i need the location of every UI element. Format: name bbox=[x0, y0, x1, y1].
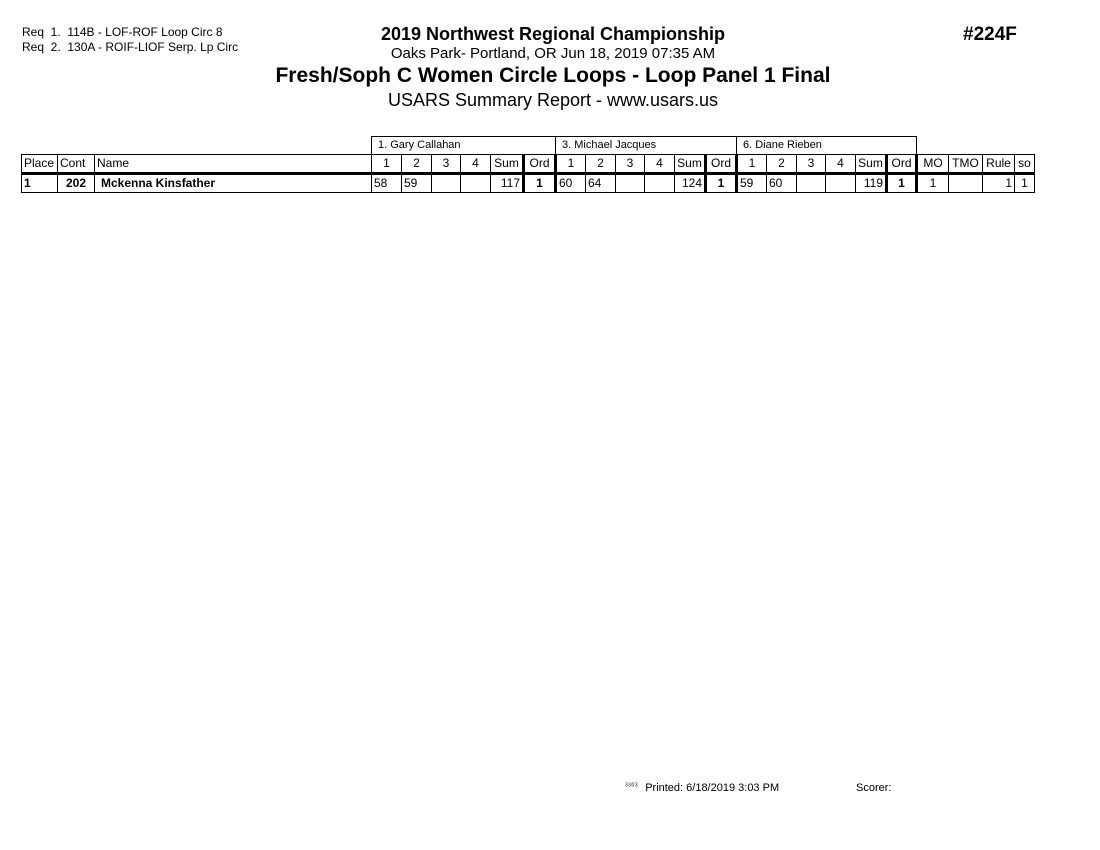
col-header-j3-sum: Sum bbox=[856, 155, 887, 174]
report-title: USARS Summary Report - www.usars.us bbox=[387, 90, 719, 110]
cell-j2-sum: 124 bbox=[675, 174, 706, 193]
col-header-mo: MO bbox=[917, 155, 949, 174]
cell-tmo bbox=[949, 174, 983, 193]
column-header-row bbox=[22, 155, 1035, 174]
cell-j1-score-1: 58 bbox=[372, 174, 402, 193]
cell-j1-score-2: 59 bbox=[402, 174, 432, 193]
col-header-j3-score-4: 4 bbox=[826, 155, 856, 174]
requirement-line-2: Req 2. 130A - ROIF-LIOF Serp. Lp Circ bbox=[22, 40, 239, 54]
col-header-j1-score-2: 2 bbox=[402, 155, 432, 174]
col-header-j1-sum: Sum bbox=[491, 155, 524, 174]
event-subtitle: Oaks Park- Portland, OR Jun 18, 2019 07:35 AM bbox=[390, 45, 716, 62]
col-header-j2-score-3: 3 bbox=[616, 155, 645, 174]
cell-j3-score-3 bbox=[797, 174, 826, 193]
printed-date: Printed: 6/18/2019 3:03 PM bbox=[645, 782, 780, 794]
cell-j3-sum: 119 bbox=[856, 174, 887, 193]
col-header-j3-score-3: 3 bbox=[797, 155, 826, 174]
col-header-j2-score-2: 2 bbox=[586, 155, 616, 174]
col-header-tmo: TMO bbox=[949, 155, 983, 174]
competition-title: Fresh/Soph C Women Circle Loops - Loop Panel 1 Final bbox=[275, 64, 831, 87]
col-header-j3-score-2: 2 bbox=[767, 155, 797, 174]
table-row bbox=[22, 174, 1035, 193]
cell-rule: 1 bbox=[983, 174, 1015, 193]
col-header-place: Place bbox=[22, 155, 58, 174]
col-header-j1-score-1: 1 bbox=[372, 155, 402, 174]
cell-j2-score-2: 64 bbox=[586, 174, 616, 193]
printed-footer bbox=[625, 782, 779, 794]
cell-j3-score-2: 60 bbox=[767, 174, 797, 193]
cell-name: Mckenna Kinsfather bbox=[95, 174, 372, 193]
col-header-j2-ord: Ord bbox=[706, 155, 737, 174]
cell-j3-ord: 1 bbox=[887, 174, 917, 193]
judge-1: 1. Gary Callahan bbox=[372, 137, 556, 155]
judge-2: 3. Michael Jacques bbox=[556, 137, 737, 155]
col-header-j2-score-4: 4 bbox=[645, 155, 675, 174]
cell-mo: 1 bbox=[917, 174, 949, 193]
requirement-line-1: Req 1. 114B - LOF-ROF Loop Circ 8 bbox=[22, 25, 223, 39]
col-header-j1-ord: Ord bbox=[524, 155, 556, 174]
cell-j1-score-4 bbox=[461, 174, 491, 193]
col-header-j1-score-3: 3 bbox=[432, 155, 461, 174]
cell-j2-ord: 1 bbox=[706, 174, 737, 193]
col-header-j2-sum: Sum bbox=[675, 155, 706, 174]
cell-j1-sum: 117 bbox=[491, 174, 524, 193]
cell-place: 1 bbox=[22, 174, 58, 193]
results-table bbox=[21, 136, 1035, 193]
cell-j2-score-3 bbox=[616, 174, 645, 193]
col-header-j2-score-1: 1 bbox=[556, 155, 586, 174]
cell-cont: 202 bbox=[58, 174, 95, 193]
cell-so: 1 bbox=[1015, 174, 1035, 193]
col-header-name: Name bbox=[95, 155, 372, 174]
col-header-cont: Cont bbox=[58, 155, 95, 174]
col-header-j3-ord: Ord bbox=[887, 155, 917, 174]
judge-3: 6. Diane Rieben bbox=[737, 137, 917, 155]
judge-row bbox=[22, 137, 1035, 155]
col-header-so: so bbox=[1015, 155, 1035, 174]
col-header-rule: Rule bbox=[983, 155, 1015, 174]
col-header-j1-score-4: 4 bbox=[461, 155, 491, 174]
cell-j2-score-4 bbox=[645, 174, 675, 193]
col-header-j3-score-1: 1 bbox=[737, 155, 767, 174]
cell-j1-ord: 1 bbox=[524, 174, 556, 193]
cell-j1-score-3 bbox=[432, 174, 461, 193]
event-title: 2019 Northwest Regional Championship bbox=[380, 24, 726, 44]
cell-j2-score-1: 60 bbox=[556, 174, 586, 193]
event-number: #224F bbox=[963, 24, 1017, 45]
cell-j3-score-1: 59 bbox=[737, 174, 767, 193]
print-mark: 3303 bbox=[625, 782, 639, 789]
cell-j3-score-4 bbox=[826, 174, 856, 193]
scorer-label: Scorer: bbox=[856, 782, 892, 794]
